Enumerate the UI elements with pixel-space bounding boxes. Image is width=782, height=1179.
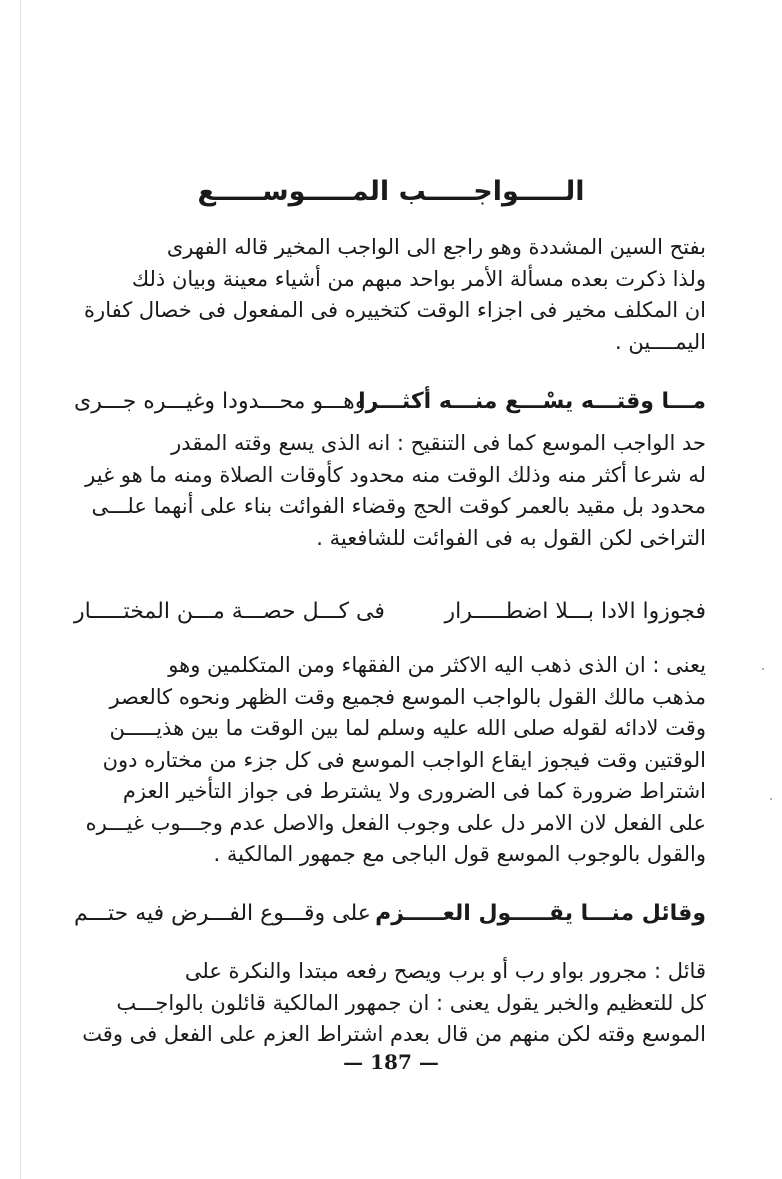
commentary-paragraph: [74, 428, 706, 554]
verse-first-hemistich: مـــا وقتـــه يسْـــع منـــه أكثـــرا: [358, 389, 706, 414]
text-line: التراخى لكن القول به فى الفوائت للشافعية .: [316, 525, 706, 550]
text-line: والقول بالوجوب الموسع قول الباجى مع جمهور المالكية .: [213, 842, 706, 866]
text-line: الوقتين وقت فيجوز ايقاع الواجب الموسع فى كل جزء من مختاره دون: [102, 747, 706, 772]
text-line: مذهب مالك القول بالواجب الموسع فجميع وقت الظهر ونحوه كالعصر: [109, 684, 706, 709]
verse-line: [74, 896, 706, 932]
verse-first-hemistich: فجوزوا الادا بـــلا اضطـــــرار: [444, 599, 706, 624]
text-line: قائل : مجرور بواو رب أو برب ويصح رفعه مبتدا والنكرة على: [184, 959, 706, 983]
scan-speck: [762, 668, 764, 670]
verse-line: [74, 384, 706, 420]
section-title: الـــــواجـــــب المـــــوســـــع: [197, 176, 585, 207]
commentary-paragraph: [74, 956, 706, 1051]
verse-line: [74, 594, 706, 630]
verse-second-hemistich: على وقـــوع الفـــرض فيه حتـــم: [74, 901, 371, 926]
text-line: على الفعل لان الامر دل على وجوب الفعل والاصل عدم وجـــوب غيـــره: [85, 810, 706, 835]
text-line: بفتح السين المشددة وهو راجع الى الواجب المخير قاله الفهرى: [166, 235, 706, 259]
text-line: ولذا ذكرت بعده مسألة الأمر بواحد مبهم من أشياء معينة وبيان ذلك: [131, 266, 706, 291]
text-line: يعنى : ان الذى ذهب اليه الاكثر من الفقهاء ومن المتكلمين وهو: [168, 653, 706, 677]
verse-second-hemistich: وهـــو محـــدودا وغيـــره جـــرى: [74, 389, 366, 414]
commentary-paragraph: [74, 232, 706, 358]
scan-speck: [770, 798, 772, 800]
verse-first-hemistich: وقائل منـــا يقـــــول العـــــزم: [375, 901, 706, 926]
text-line: حد الواجب الموسع كما فى التنقيح : انه الذى يسع وقته المقدر: [171, 431, 706, 455]
commentary-paragraph: [74, 650, 706, 871]
text-line: ان المكلف مخير فى اجزاء الوقت كتخييره فى المفعول فى خصال كفارة: [84, 298, 706, 322]
text-line: كل للتعظيم والخبر يقول يعنى : ان جمهور المالكية قائلون بالواجـــب: [116, 990, 706, 1015]
page-number: — 187 —: [343, 1050, 439, 1074]
text-line: له شرعا أكثر منه وذلك الوقت منه محدود كأوقات الصلاة ومنه ما هو غير: [85, 462, 706, 487]
text-line: اليمــــين .: [615, 329, 706, 354]
text-line: اشتراط ضرورة كما فى الضرورى ولا يشترط فى جواز التأخير العزم: [122, 779, 706, 803]
text-line: الموسع وقته لكن منهم من قال بعدم اشتراط العزم على الفعل فى وقت: [82, 1022, 706, 1046]
text-line: وقت لادائه لقوله صلى الله عليه وسلم لما بين الوقت ما بين هذيـــــن: [109, 716, 706, 740]
text-line: محدود بل مقيد بالعمر كوقت الحج وقضاء الفوائت بناء على أنهما علـــى: [91, 494, 706, 518]
verse-second-hemistich: فى كـــل حصـــة مـــن المختـــــار: [74, 599, 385, 624]
